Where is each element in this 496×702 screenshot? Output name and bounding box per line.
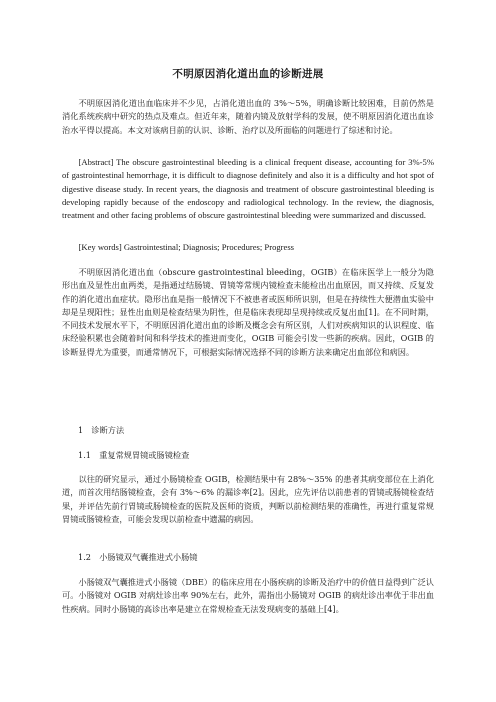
section-heading-1-2: 1.2 小肠镜双气囊推进式小肠镜 (78, 552, 198, 562)
abstract-english: [Abstract] The obscure gastrointestinal bleeding is a clinical frequent disease, accounting for 3%-5% of gastrointestinal hemorrhage, it is difficult to diagnose definitely and also it is a difficulty and hot spot of digestive disease study. In recent years, the diagnosis and treatment of obscure gastrointestinal bleeding is developing rapidly because of the endoscopy and radiological technology. In the review, the diagnosis, treatment and other facing problems of obscure gastrointestinal bleeding were summarized and discussed. (62, 157, 434, 221)
abstract-chinese: 不明原因消化道出血临床并不少见，占消化道出血的 3%～5%，明确诊断比较困难，目前仍然是消化系统疾病中研究的热点及难点。但近年来，随着内镜及放射学科的发展，使不明原因消化道出血诊治水平得以提高。本文对该病目前的认识、诊断、治疗以及所面临的问题进行了综述和讨论。 (62, 98, 434, 135)
keywords-english: [Key words] Gastrointestinal; Diagnosis; Procedures; Progress (78, 242, 295, 252)
paragraph-1-1: 以往的研究显示，通过小肠镜检查 OGIB，检测结果中有 28%～35% 的患者其病变部位在上消化道，而首次用结肠镜检查，会有 3%～6% 的漏诊率[2]。因此，应先评估以前患者的胃镜或肠镜检查结果，并评估先前行胃镜或肠镜检查的医院及医师的资质，判断以前检测结果的准确性，再进行重复常规胃镜或肠镜检查，可能会发现以前检查中遗漏的病因。 (62, 474, 434, 524)
section-heading-1: 1 诊断方法 (78, 425, 125, 435)
page-title: 不明原因消化道出血的诊断进展 (172, 68, 324, 80)
paragraph-1-2: 小肠镜双气囊推进式小肠镜（DBE）的临床应用在小肠疾病的诊断及治疗中的价值日益得到广泛认可。小肠镜对 OGIB 对病灶诊出率 90%左右，此外，需指出小肠镜对 OGIB 的病灶诊出率优于非出血性疾病。同时小肠镜的高诊出率是建立在常规检查无法发现病变的基础上[4]。 (62, 577, 434, 614)
introduction-paragraph: 不明原因消化道出血（obscure gastrointestinal bleeding，OGIB）在临床医学上一般分为隐形出血及显性出血两类，是指通过结肠镜、胃镜等常规内镜检查未能检出出血原因，而又持续、反复发作的消化道出血症状。隐形出血是指一般情况下不被患者或医师所识别，但是在持续性大便潜血实验中却是呈现阳性；显性出血则是检查结果为阴性，但是临床表现却呈现持续或反复出血[1]。在不同时期，不同技术发展水平下，不明原因消化道出血的诊断及概念会有所区别，人们对疾病知识的认识程度、临床经验积累也会随着时间和科学技术的推进而变化，OGIB 可能会引发一些新的疾病。因此，OGIB 的诊断显得尤为重要，而通常情况下，可根据实际情况选择不同的诊断方法来确定出血部位和病因。 (62, 267, 434, 357)
section-heading-1-1: 1.1 重复常规胃镜或肠镜检查 (78, 450, 190, 460)
